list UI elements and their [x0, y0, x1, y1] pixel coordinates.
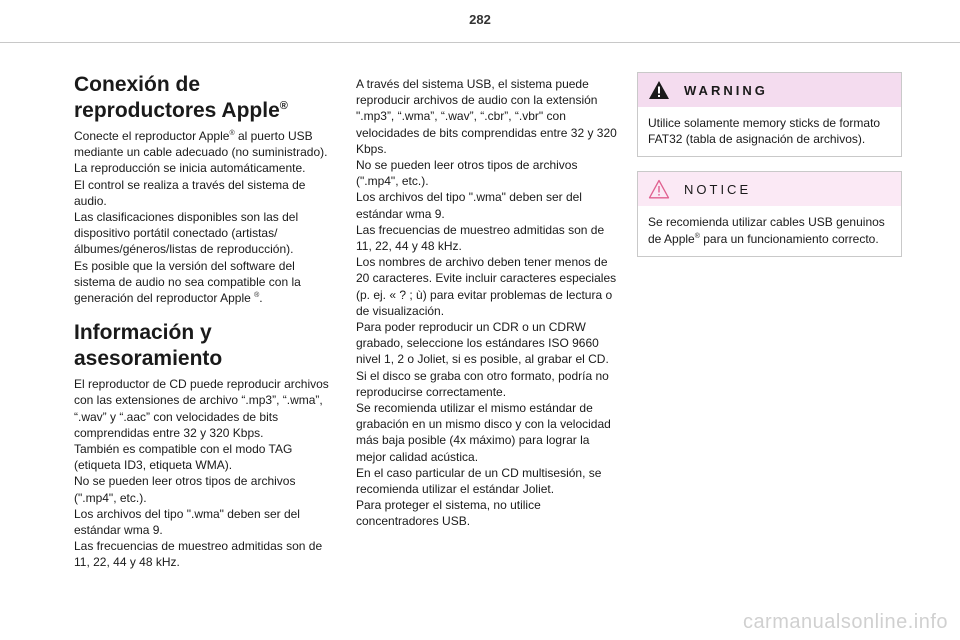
paragraph: Es posible que la versión del software del sistema de audio no sea compatible con la generación del reproductor Apple ®.: [74, 258, 301, 306]
paragraph: La reproducción se inicia automáticamente.: [74, 161, 306, 176]
warning-triangle-icon: [648, 80, 670, 100]
page-number: 282: [469, 12, 491, 27]
warning-header: [638, 73, 901, 107]
paragraph: Las clasificaciones disponibles son las del dispositivo portátil conectado (artistas/álbumes/géneros/listas de reproducción).: [74, 210, 299, 257]
paragraph: En el caso particular de un CD multisesión, se recomienda utilizar el estándar Joliet.: [356, 465, 602, 497]
paragraph: Los archivos del tipo ".wma" deben ser del estándar wma 9.: [356, 190, 582, 221]
paragraph: A través del sistema USB, el sistema puede reproducir archivos de audio con la extensión ".mp3”, “.wma”, “.wav”, “.cbr”, “.vbr" con velocidades de bits comprendidas entre 32 y 320 Kbps.: [356, 77, 617, 156]
section-info-body: [74, 376, 336, 570]
paragraph: El reproductor de CD puede reproducir archivos con las extensiones de archivo “.mp3”, “.wma”, “.wav” y “.aac” con velocidades de bits comprendidas entre 32 y 320 Kbps.: [74, 377, 329, 440]
paragraph: Para poder reproducir un CDR o un CDRW grabado, seleccione los estándares ISO 9660 nivel 1, 2 o Joliet, si es posible, al grabar el CD.: [356, 320, 609, 367]
paragraph: También es compatible con el modo TAG (etiqueta ID3, etiqueta WMA).: [74, 442, 293, 473]
paragraph: Conecte el reproductor Apple® al puerto USB mediante un cable adecuado (no suministrado).: [74, 129, 328, 160]
registered-mark: ®: [694, 232, 700, 240]
notice-triangle-icon: [648, 179, 670, 199]
paragraph: Los nombres de archivo deben tener menos de 20 caracteres. Evite incluir caracteres especiales (p. ej. « ? ; ù) para evitar problemas de lectura o de visualización.: [356, 255, 617, 318]
registered-mark: ®: [254, 292, 260, 300]
notice-box: [637, 171, 902, 256]
column-middle: [356, 76, 622, 530]
paragraph: Si el disco se graba con otro formato, podría no reproducirse correctamente.: [356, 368, 609, 399]
usb-info-body: [356, 76, 622, 530]
warning-title: WARNING: [684, 82, 768, 98]
warning-text: Utilice solamente memory sticks de formato FAT32 (tabla de asignación de archivos).: [648, 116, 881, 147]
paragraph: Para proteger el sistema, no utilice concentradores USB.: [356, 498, 541, 529]
column-right: [637, 72, 902, 271]
notice-text: Se recomienda utilizar cables USB genuinos de Apple® para un funcionamiento correcto.: [648, 215, 885, 246]
watermark: carmanualsonline.info: [742, 611, 948, 633]
notice-header: [638, 172, 901, 206]
paragraph: Los archivos del tipo ".wma" deben ser del estándar wma 9.: [74, 506, 300, 538]
section-apple-body: [74, 128, 336, 306]
warning-box: [637, 72, 902, 157]
section-title-info: Información y asesoramiento: [74, 321, 223, 371]
section-title-apple: Conexión de reproductores Apple®: [74, 73, 288, 122]
paragraph: El control se realiza a través del sistema de audio.: [74, 177, 306, 208]
paragraph: Se recomienda utilizar el mismo estándar de grabación en un mismo disco y con la velocidad más baja posible (4x máximo) para lograr la mejor calidad acústica.: [356, 401, 611, 464]
column-left: [74, 72, 336, 571]
paragraph: Las frecuencias de muestreo admitidas son de 11, 22, 44 y 48 kHz.: [356, 222, 605, 254]
paragraph: Las frecuencias de muestreo admitidas son de 11, 22, 44 y 48 kHz.: [74, 539, 323, 570]
paragraph: No se pueden leer otros tipos de archivos (".mp4", etc.).: [356, 158, 578, 189]
header-divider: [0, 42, 960, 43]
notice-title: NOTICE: [684, 181, 752, 197]
paragraph: No se pueden leer otros tipos de archivos (".mp4", etc.).: [74, 474, 296, 505]
registered-mark: ®: [229, 130, 235, 137]
registered-mark: ®: [279, 100, 288, 112]
